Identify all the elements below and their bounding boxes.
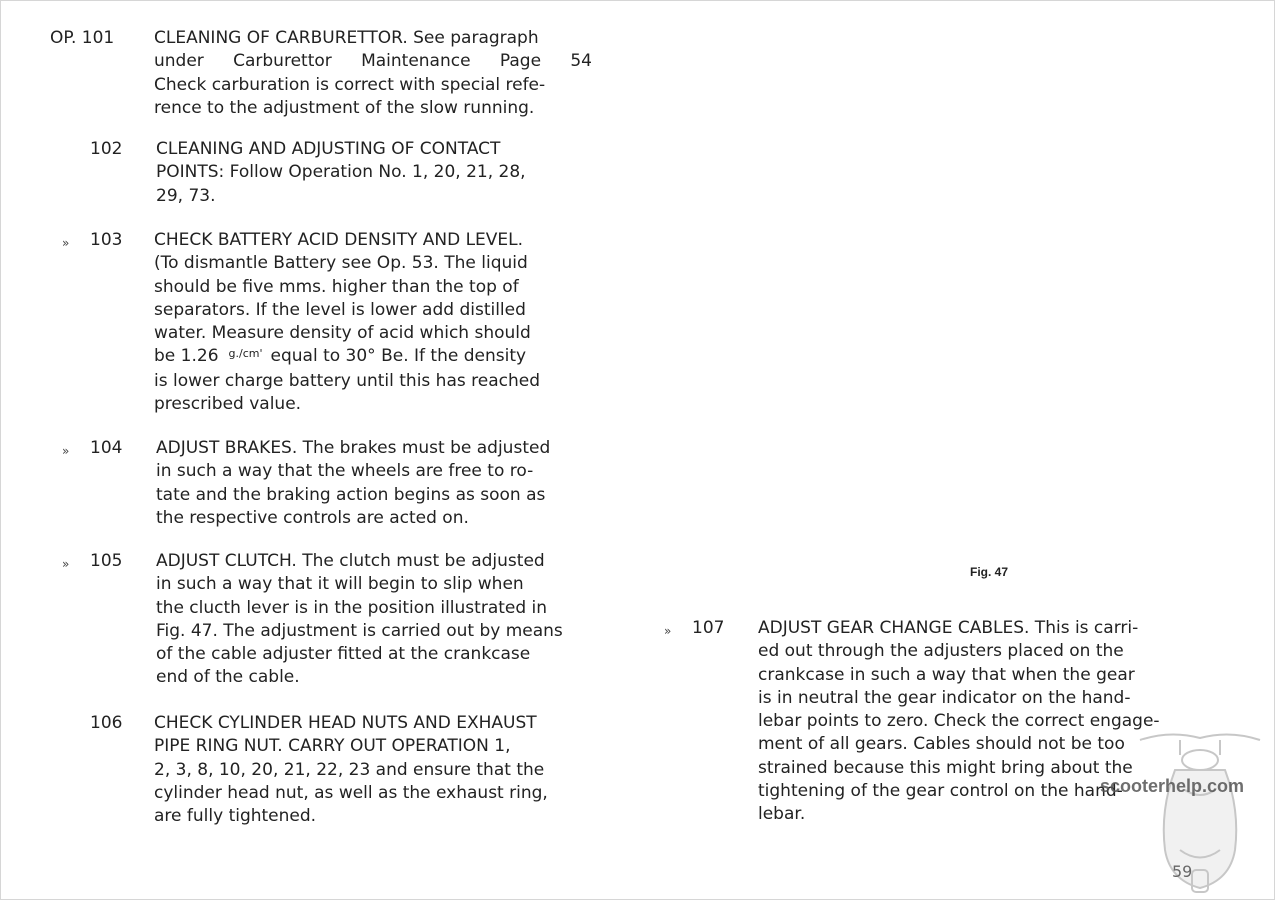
text-line: Check carburation is correct with special refe- (154, 74, 546, 95)
text-line: is in neutral the gear indicator on the hand- (758, 687, 1131, 708)
text-line: CLEANING AND ADJUSTING OF CONTACT (156, 139, 501, 159)
text-line: Fig. 47. The adjustment is carried out by means (156, 620, 563, 641)
text-line: CHECK CYLINDER HEAD NUTS AND EXHAUST (154, 713, 537, 733)
text-line: cylinder head nut, as well as the exhaust ring, (154, 782, 548, 803)
text-line: ADJUST CLUTCH. The clutch must be adjusted (156, 551, 545, 571)
text-line: CHECK BATTERY ACID DENSITY AND LEVEL. (154, 230, 524, 250)
text-line: 2, 3, 8, 10, 20, 21, 22, 23 and ensure that the (154, 759, 545, 780)
text-line (154, 345, 592, 369)
text-line: should be five mms. higher than the top of (154, 276, 519, 297)
text-fragment: equal to 30° Be. If the density (270, 346, 527, 367)
text-line: rence to the adjustment of the slow running. (154, 97, 535, 118)
reference-mark: » (62, 557, 70, 571)
operation-number: 103 (90, 230, 123, 250)
operation-text (154, 229, 592, 416)
text-line: of the cable adjuster fitted at the crankcase (156, 644, 531, 665)
reference-mark: » (62, 444, 70, 458)
text-line: crankcase in such a way that when the gear (758, 664, 1135, 685)
figure-caption: Fig. 47 (970, 565, 1009, 579)
page-number: 59 (1172, 862, 1193, 881)
operation-text (154, 712, 592, 828)
watermark-text: scooterhelp.com (1100, 776, 1245, 796)
reference-mark: » (62, 236, 70, 250)
operation-text (156, 437, 594, 530)
operation-text (156, 138, 594, 208)
text-line: under Carburettor Maintenance Page 54 (154, 51, 592, 72)
text-line: the clucth lever is in the position illustrated in (156, 597, 548, 618)
text-line: PIPE RING NUT. CARRY OUT OPERATION 1, (154, 736, 511, 757)
text-line: the respective controls are acted on. (156, 507, 469, 528)
operation-number: 102 (90, 139, 123, 159)
text-line: strained because this might bring about the (758, 757, 1133, 778)
text-line: tightening of the gear control on the hand- (758, 781, 1123, 802)
text-line: end of the cable. (156, 667, 300, 688)
operation-text (154, 27, 592, 120)
text-line: ed out through the adjusters placed on the (758, 641, 1124, 662)
operation-number: OP. 101 (50, 28, 115, 48)
scooter-watermark-icon (1130, 700, 1270, 895)
text-line: POINTS: Follow Operation No. 1, 20, 21, 28, (156, 162, 526, 183)
text-line: ment of all gears. Cables should not be too (758, 734, 1125, 755)
text-line: prescribed value. (154, 394, 302, 415)
operation-text (156, 550, 594, 690)
text-line: in such a way that the wheels are free to ro- (156, 461, 534, 482)
unit-superscript: g./cm' (228, 347, 263, 361)
text-line: CLEANING OF CARBURETTOR. See paragraph (154, 28, 539, 48)
text-line: lebar points to zero. Check the correct engage- (758, 711, 1160, 732)
text-line: are fully tightened. (154, 806, 317, 827)
text-line: water. Measure density of acid which should (154, 323, 531, 344)
text-line: is lower charge battery until this has reached (154, 370, 541, 391)
text-line: separators. If the level is lower add distilled (154, 299, 526, 320)
text-fragment: be 1.26 (154, 346, 219, 367)
text-line: 29, 73. (156, 185, 216, 206)
reference-mark: » (664, 624, 672, 638)
text-line: (To dismantle Battery see Op. 53. The liquid (154, 253, 528, 274)
text-line: ADJUST BRAKES. The brakes must be adjusted (156, 438, 551, 458)
text-line: lebar. (758, 804, 806, 825)
text-line: ADJUST GEAR CHANGE CABLES. This is carri- (758, 618, 1139, 638)
operation-number: 105 (90, 551, 123, 571)
text-line: tate and the braking action begins as soon as (156, 484, 546, 505)
operation-number: 106 (90, 713, 123, 733)
operation-number: 107 (692, 618, 725, 638)
text-line: in such a way that it will begin to slip when (156, 574, 524, 595)
operation-number: 104 (90, 438, 123, 458)
